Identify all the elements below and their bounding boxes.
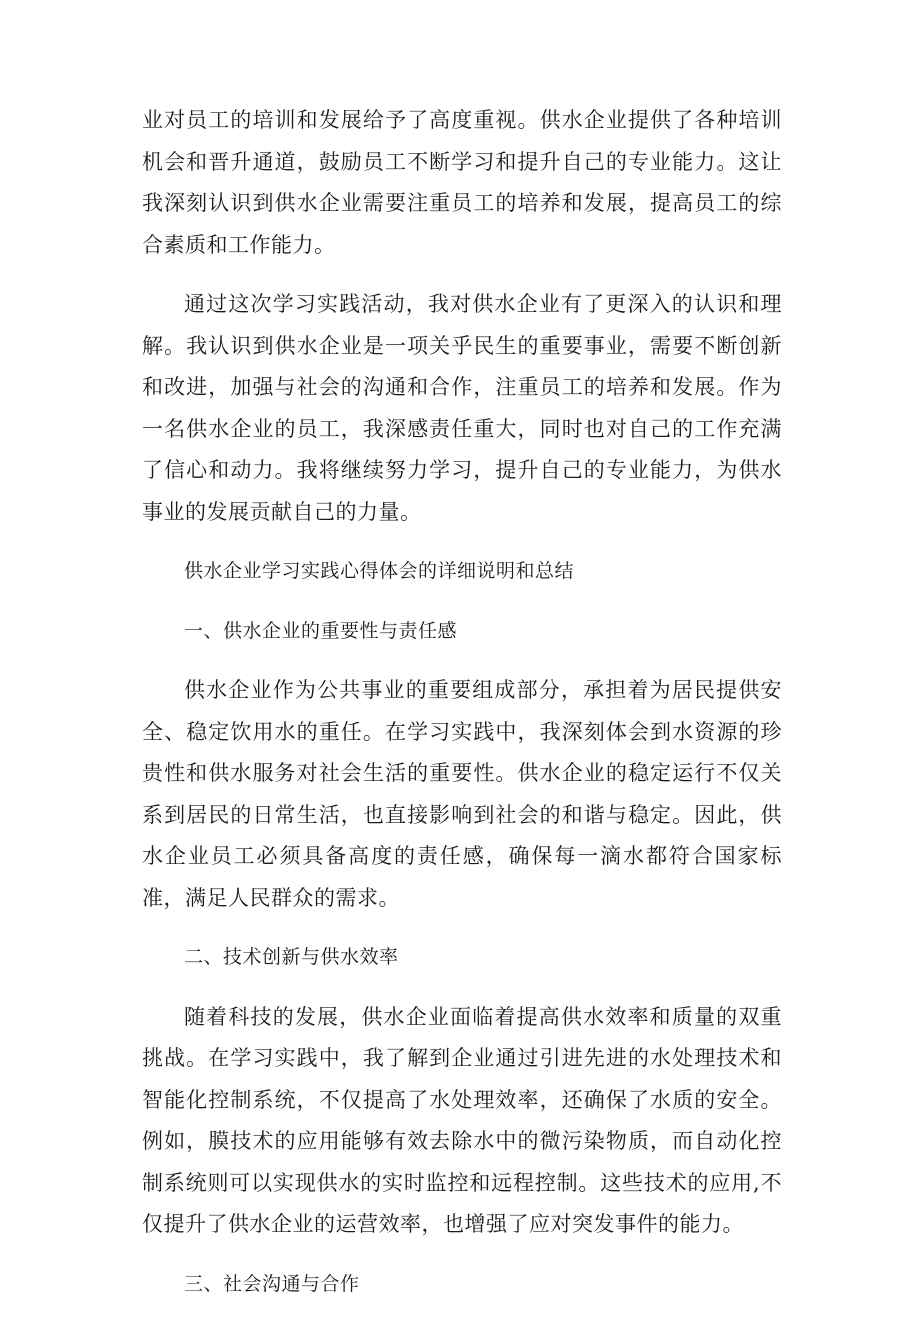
paragraph-summary: 通过这次学习实践活动，我对供水企业有了更深入的认识和理解。我认识到供水企业是一项关乎民生的重要事业，需要不断创新和改进，加强与社会的沟通和合作，注重员工的培养和发展。作为一名供水企业的员工，我深感责任重大，同时也对自己的工作充满了信心和动力。我将继续努力学习，提升自己的专业能力，为供水事业的发展贡献自己的力量。 — [142, 292, 782, 524]
section-title: 供水企业学习实践心得体会的详细说明和总结 — [184, 560, 575, 582]
heading-social-cooperation: 三、社会沟通与合作 — [184, 1272, 360, 1295]
paragraph-continued: 业对员工的培训和发展给予了高度重视。供水企业提供了各种培训机会和晋升通道，鼓励员工不断学习和提升自己的专业能力。这让我深刻认识到供水企业需要注重员工的培养和发展，提高员工的综合素质和工作能力。 — [142, 108, 782, 257]
paragraph-importance: 供水企业作为公共事业的重要组成部分，承担着为居民提供安全、稳定饮用水的重任。在学习实践中，我深刻体会到水资源的珍贵性和供水服务对社会生活的重要性。供水企业的稳定运行不仅关系到居民的日常生活，也直接影响到社会的和谐与稳定。因此，供水企业员工必须具备高度的责任感，确保每一滴水都符合国家标准，满足人民群众的需求。 — [142, 678, 782, 910]
heading-importance-responsibility: 一、供水企业的重要性与责任感 — [184, 619, 458, 642]
paragraph-technology: 随着科技的发展，供水企业面临着提高供水效率和质量的双重挑战。在学习实践中，我了解到企业通过引进先进的水处理技术和智能化控制系统，不仅提高了水处理效率，还确保了水质的安全。例如，膜技术的应用能够有效去除水中的微污染物质，而自动化控制系统则可以实现供水的实时监控和远程控制。这些技术的应用,不仅提升了供水企业的运营效率，也增强了应对突发事件的能力。 — [142, 1004, 782, 1236]
heading-technology-efficiency: 二、技术创新与供水效率 — [184, 946, 399, 968]
document-body — [142, 100, 782, 1323]
